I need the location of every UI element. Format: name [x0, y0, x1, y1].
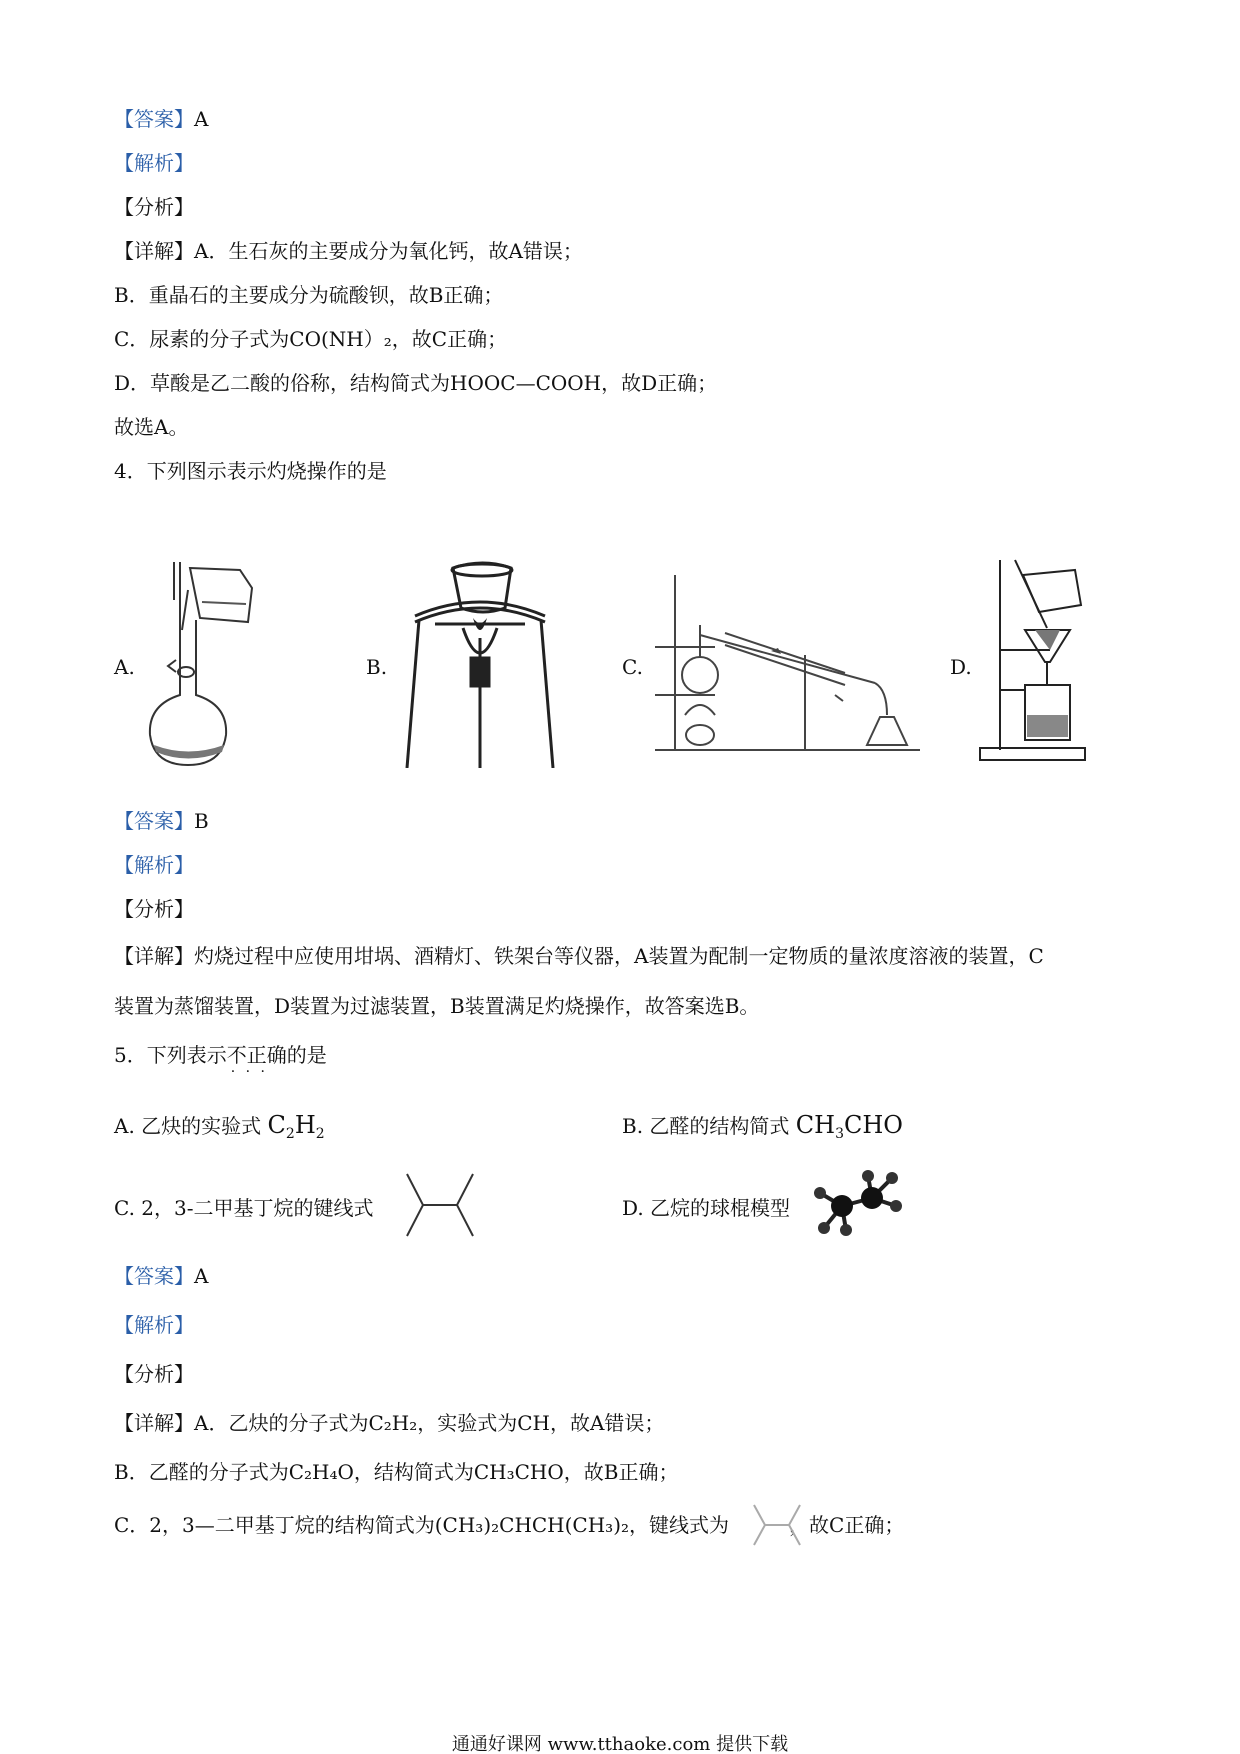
ball-stick-model-figure	[812, 1168, 902, 1238]
q5-detail-line-c: C．2，3—二甲基丁烷的结构简式为(CH₃)₂CHCH(CH₃)₂，键线式为 ，故C正确；	[114, 1513, 905, 1537]
answer-tag: 【答案】	[114, 107, 194, 131]
answer-value: A	[194, 107, 209, 131]
emphasis-text: 不正确 · · ·	[227, 1043, 287, 1067]
q3-detail-line-a: 【详解】A．生石灰的主要成分为氧化钙，故A错误；	[114, 239, 583, 263]
q5-option-c: C. 2，3-二甲基丁烷的键线式	[114, 1196, 374, 1220]
crucible-burning-figure	[405, 558, 555, 768]
q3-detail-line-b: B．重晶石的主要成分为硫酸钡，故B正确；	[114, 283, 504, 307]
page-footer: 通通好课网 www.tthaoke.com 提供下载	[451, 1734, 789, 1754]
skeletal-formula-figure	[405, 1172, 475, 1238]
q5-fenxi-tag: 【分析】	[114, 1362, 194, 1386]
q4-option-b-label: B.	[366, 655, 388, 679]
q5-option-a: A. 乙炔的实验式 $C_2H_2$	[114, 1111, 325, 1142]
q5-question: 5．下列表示不正确 · · ·的是	[114, 1042, 327, 1068]
q3-fenxi-tag: 【分析】	[114, 195, 194, 219]
detail-tag: 【详解】	[114, 239, 194, 263]
q3-analysis-tag: 【解析】	[114, 151, 194, 175]
q4-answer-line: 【答案】B	[114, 809, 209, 833]
distillation-apparatus-figure	[655, 565, 920, 760]
q5-option-d: D. 乙烷的球棍模型	[622, 1196, 791, 1220]
q5-detail-line-b: B．乙醛的分子式为C₂H₄O，结构简式为CH₃CHO，故B正确；	[114, 1460, 679, 1484]
q4-option-a-label: A.	[114, 655, 135, 679]
q3-detail-line-d: D．草酸是乙二酸的俗称，结构简式为HOOC—COOH，故D正确；	[114, 371, 718, 395]
q5-answer-line: 【答案】A	[114, 1264, 209, 1288]
q4-detail-line1: 【详解】灼烧过程中应使用坩埚、酒精灯、铁架台等仪器，A装置为配制一定物质的量浓度溶液的装置，C	[114, 944, 1044, 968]
q3-conclusion: 故选A。	[114, 415, 189, 439]
skeletal-formula-small-figure	[752, 1503, 802, 1547]
q4-detail-line2: 装置为蒸馏装置，D装置为过滤装置，B装置满足灼烧操作，故答案选B。	[114, 994, 760, 1018]
q3-answer-line	[114, 106, 208, 132]
q4-fenxi-tag: 【分析】	[114, 897, 194, 921]
q5-option-b: B. 乙醛的结构简式 $CH_3CHO$	[622, 1111, 903, 1142]
q4-analysis-tag: 【解析】	[114, 853, 194, 877]
filtration-apparatus-figure	[975, 550, 1095, 765]
q5-detail-line-a: 【详解】A．乙炔的分子式为C₂H₂，实验式为CH，故A错误；	[114, 1411, 665, 1435]
q3-detail-line-c: C．尿素的分子式为CO(NH）₂，故C正确；	[114, 327, 508, 351]
q4-option-d-label: D.	[950, 655, 972, 679]
volumetric-flask-figure	[140, 560, 270, 770]
q4-question: 4．下列图示表示灼烧操作的是	[114, 459, 387, 483]
q4-option-c-label: C.	[622, 655, 643, 679]
q5-analysis-tag: 【解析】	[114, 1313, 194, 1337]
